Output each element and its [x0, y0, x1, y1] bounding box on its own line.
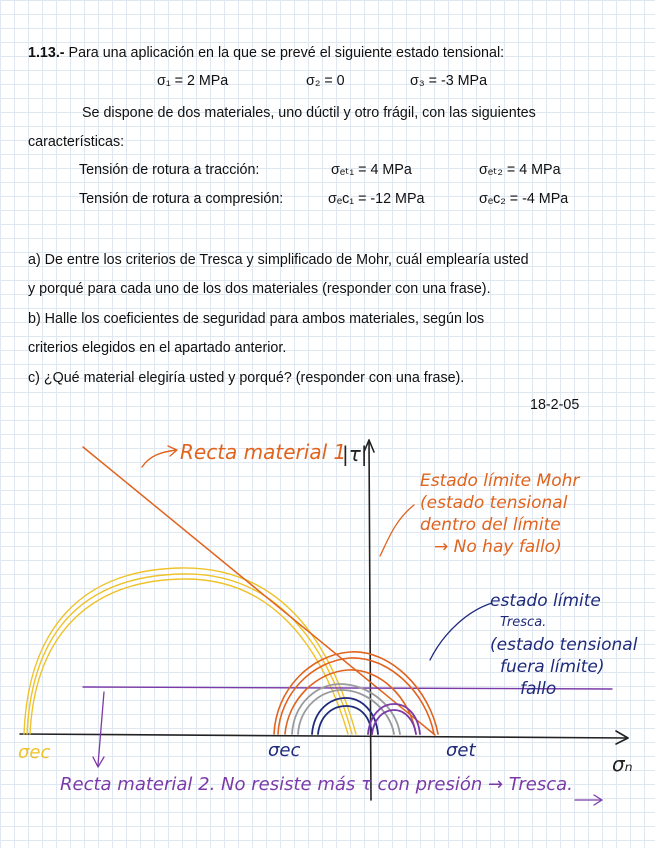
tau-axis-line — [369, 440, 371, 800]
recta-material-1-label: Recta material 1 — [180, 440, 347, 464]
tresca-arrow — [430, 603, 492, 660]
sigma-ec-near-label: σec — [268, 740, 301, 761]
traction-material2: σₑₜ₂ = 4 MPa — [479, 162, 561, 178]
question-a-line1: a) De entre los criterios de Tresca y simplificado de Mohr, cuál emplearía usted — [28, 252, 529, 268]
question-a-line2: y porqué para cada uno de los dos materiales (responder con una frase). — [28, 281, 491, 297]
compression-label: Tensión de rotura a compresión: — [79, 191, 284, 207]
sigma3-value: σ₃ = -3 MPa — [410, 73, 488, 89]
tau-axis-label: |τ| — [342, 442, 368, 466]
problem-number: 1.13.- — [28, 45, 65, 61]
question-c: c) ¿Qué material elegiría usted y porqué? (responder con una frase). — [28, 370, 465, 386]
question-b-line1: b) Halle los coeficientes de seguridad para ambos materiales, según los — [28, 311, 485, 327]
recta-2-arrow — [98, 692, 104, 765]
traction-label: Tensión de rotura a tracción: — [79, 162, 260, 178]
sigma2-value: σ₂ = 0 — [306, 73, 345, 89]
mohr-arrow — [380, 505, 414, 556]
recta-1-arrow — [142, 450, 176, 467]
sigma-axis-line — [20, 734, 628, 738]
bottom-note: Recta material 2. No resiste más τ con presión → Tresca. — [60, 774, 573, 795]
traction-material1: σₑₜ₁ = 4 MPa — [331, 162, 412, 178]
compression-material2: σₑc₂ = -4 MPa — [479, 191, 569, 207]
materials-intro-line2: características: — [28, 134, 125, 150]
compression-material1: σₑc₁ = -12 MPa — [328, 191, 425, 207]
recta-material-1-line — [83, 447, 435, 735]
sigma-et-label: σet — [446, 740, 476, 761]
problem-statement: Para una aplicación en la que se prevé el siguiente estado tensional: — [68, 45, 505, 61]
question-b-line2: criterios elegidos en el apartado anterior. — [28, 340, 287, 356]
sigma1-value: σ₁ = 2 MPa — [157, 73, 229, 89]
tresca-annotation: estado límite Tresca. (estado tensional fuera límite) fallo — [490, 591, 638, 699]
mohr-annotation: Estado límite Mohr (estado tensional dentro del límite → No hay fallo) — [420, 471, 580, 557]
materials-intro-line1: Se dispone de dos materiales, uno dúctil y otro frágil, con las siguientes — [82, 105, 536, 121]
problem-date: 18-2-05 — [530, 397, 580, 413]
sigma-axis-label: σₙ — [612, 752, 633, 776]
sigma-ec-far-label: σec — [18, 742, 51, 763]
